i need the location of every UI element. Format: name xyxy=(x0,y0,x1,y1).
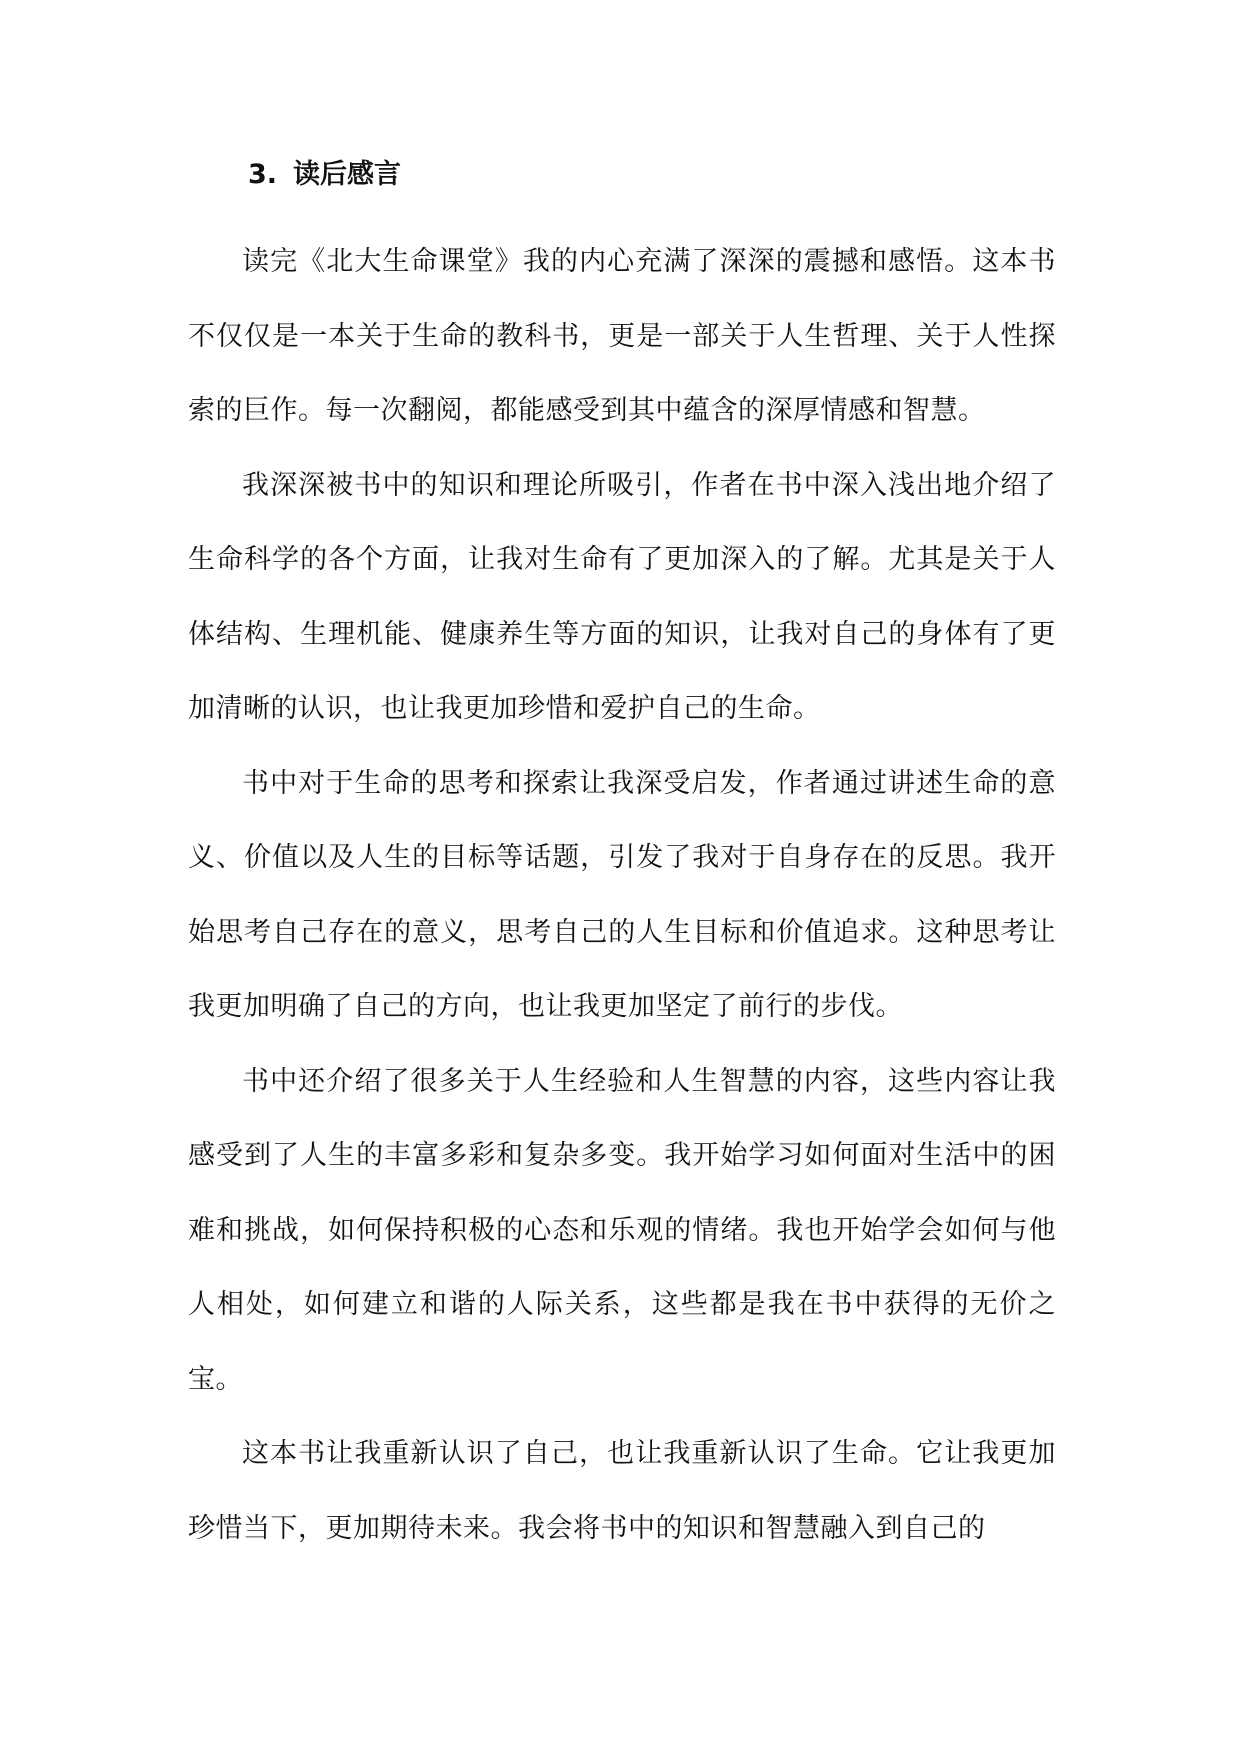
paragraph-4: 书中还介绍了很多关于人生经验和人生智慧的内容，这些内容让我感受到了人生的丰富多彩和复杂多变。我开始学习如何面对生活中的困难和挑战，如何保持积极的心态和乐观的情绪。我也开始学会如何与他人相处，如何建立和谐的人际关系，这些都是我在书中获得的无价之宝。 xyxy=(188,1065,1056,1395)
paragraph-5: 这本书让我重新认识了自己，也让我重新认识了生命。它让我更加珍惜当下，更加期待未来。我会将书中的知识和智慧融入到自己的 xyxy=(188,1438,1056,1544)
document-body xyxy=(188,150,1056,1566)
paragraph-3: 书中对于生命的思考和探索让我深受启发，作者通过讲述生命的意义、价值以及人生的目标等话题，引发了我对于自身存在的反思。我开始思考自己存在的意义，思考自己的人生目标和价值追求。这种思考让我更加明确了自己的方向，也让我更加坚定了前行的步伐。 xyxy=(188,767,1056,1022)
section-heading xyxy=(248,150,1056,200)
paragraph-1: 读完《北大生命课堂》我的内心充满了深深的震撼和感悟。这本书不仅仅是一本关于生命的教科书，更是一部关于人生哲理、关于人性探索的巨作。每一次翻阅，都能感受到其中蕴含的深厚情感和智慧。 xyxy=(188,246,1056,426)
section-number: 3. xyxy=(248,159,278,190)
section-title: 读后感言 xyxy=(293,159,402,190)
paragraph-2: 我深深被书中的知识和理论所吸引，作者在书中深入浅出地介绍了生命科学的各个方面，让我对生命有了更加深入的了解。尤其是关于人体结构、生理机能、健康养生等方面的知识，让我对自己的身体有了更加清晰的认识，也让我更加珍惜和爱护自己的生命。 xyxy=(188,469,1056,724)
